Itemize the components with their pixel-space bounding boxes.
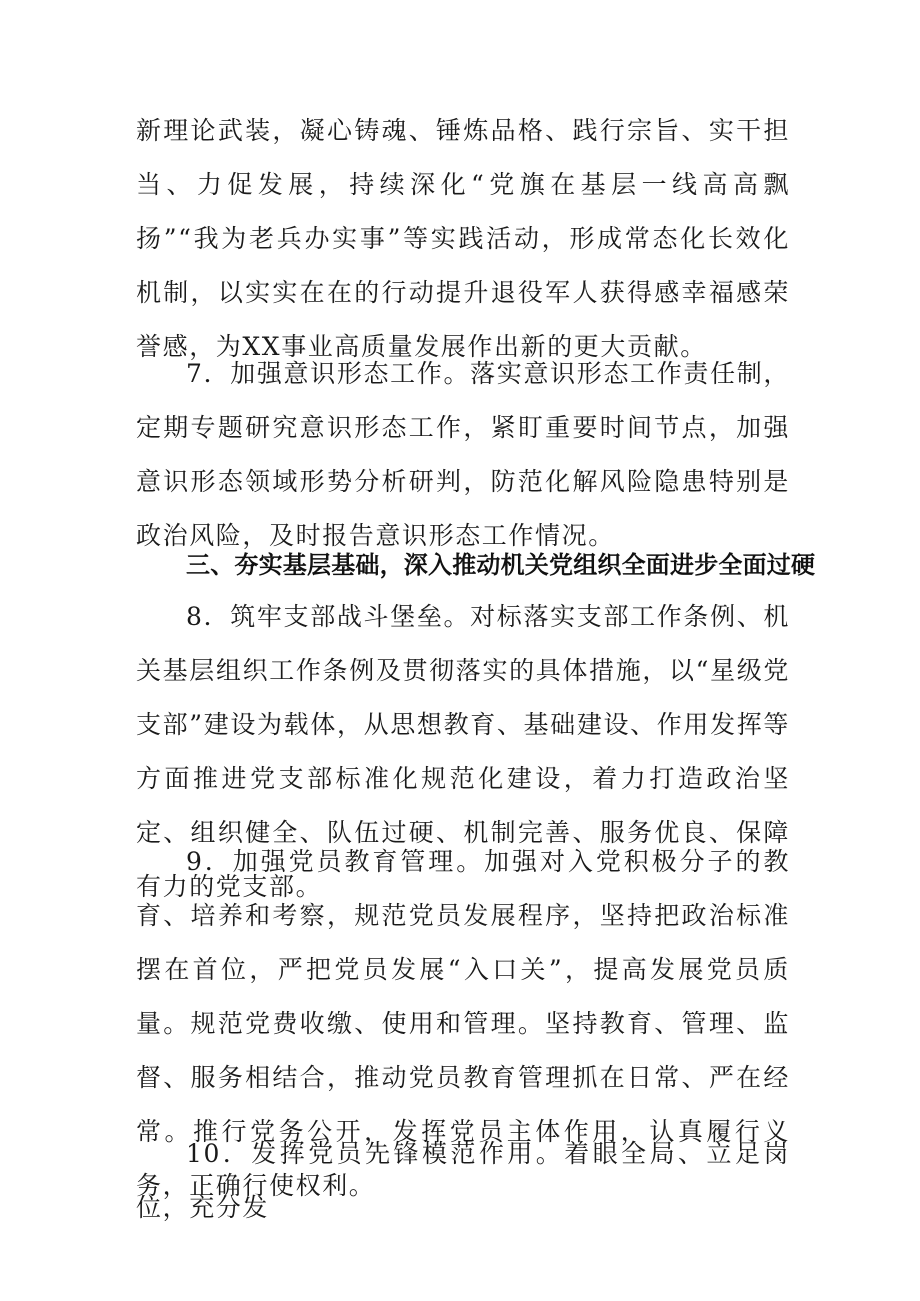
paragraph-item-8: 8．筑牢支部战斗堡垒。对标落实支部工作条例、机关基层组织工作条例及贯彻落实的具体措施，以“星级党支部”建设为载体，从思想教育、基础建设、作用发挥等方面推进党支部标准化规范化建设，着力打造政治坚定、组织健全、队伍过硬、机制完善、服务优良、保障有力的党支部。 [136,602,790,901]
paragraph-item-10: 10．发挥党员先锋模范作用。着眼全局、立足岗位，充分发 [136,1139,790,1222]
section-heading-3: 三、夯实基层基础，深入推动机关党组织全面进步全面过硬 [186,551,816,579]
paragraph-continuation: 新理论武装，凝心铸魂、锤炼品格、践行宗旨、实干担当、力促发展，持续深化“党旗在基层一线高高飘扬”“我为老兵办实事”等实践活动，形成常态化长效化机制，以实实在在的行动提升退役军人获得感幸福感荣誉感，为XX事业高质量发展作出新的更大贡献。 [136,116,790,361]
paragraph-item-7: 7．加强意识形态工作。落实意识形态工作责任制，定期专题研究意识形态工作，紧盯重要时间节点，加强意识形态领域形势分析研判，防范化解风险隐患特别是政治风险，及时报告意识形态工作情况。 [136,359,790,550]
paragraph-item-9: 9．加强党员教育管理。加强对入党积极分子的教育、培养和考察，规范党员发展程序，坚持把政治标准摆在首位，严把党员发展“入口关”，提高发展党员质量。规范党费收缴、使用和管理。坚持教育、管理、监督、服务相结合，推动党员教育管理抓在日常、严在经常。推行党务公开，发挥党员主体作用，认真履行义务，正确行使权利。 [136,847,790,1200]
